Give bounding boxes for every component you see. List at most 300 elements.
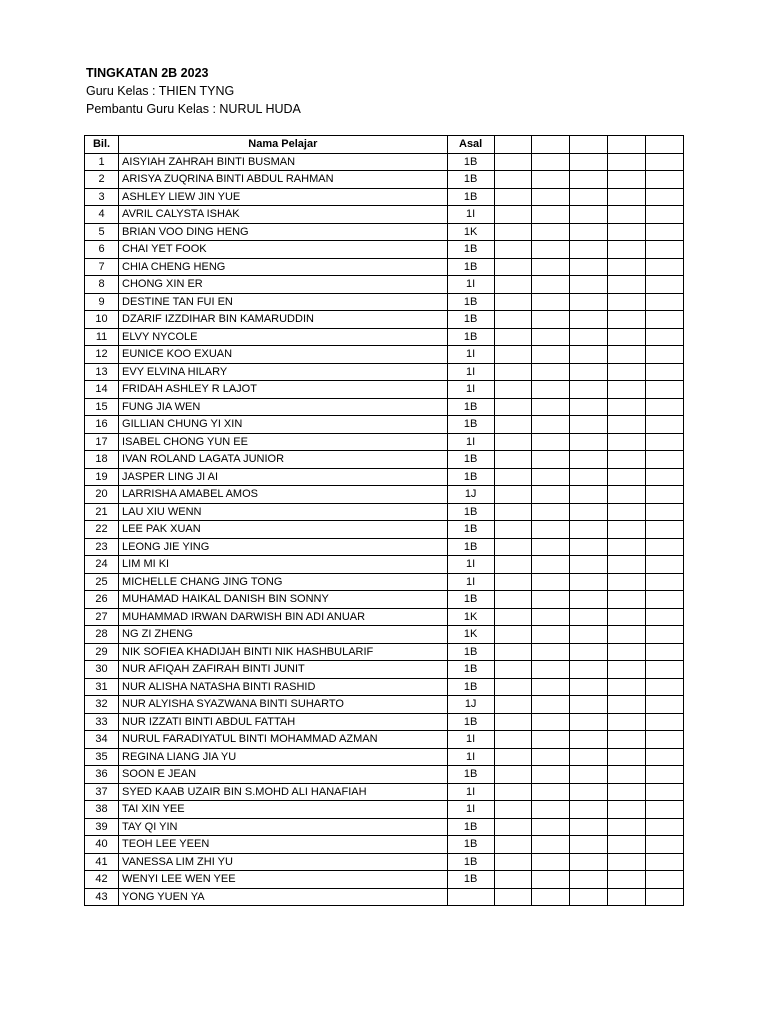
student-name: NUR IZZATI BINTI ABDUL FATTAH [119,713,448,731]
student-name: WENYI LEE WEN YEE [119,871,448,889]
blank-cell [494,818,531,836]
blank-cell [531,608,569,626]
blank-cell [607,783,645,801]
blank-cell [645,801,683,819]
blank-cell [531,836,569,854]
blank-cell [569,311,607,329]
student-origin-class: 1B [447,521,494,539]
row-number: 29 [85,643,119,661]
blank-cell [531,398,569,416]
table-row [85,188,684,206]
table-row [85,346,684,364]
blank-cell [531,241,569,259]
row-number: 40 [85,836,119,854]
student-name: JASPER LING JI AI [119,468,448,486]
table-row [85,503,684,521]
blank-cell [569,643,607,661]
header-nama-pelajar: Nama Pelajar [119,136,448,154]
blank-cell [607,713,645,731]
blank-cell [645,661,683,679]
blank-cell [607,871,645,889]
blank-cell [531,153,569,171]
blank-cell [494,626,531,644]
student-origin-class: 1I [447,573,494,591]
row-number: 22 [85,521,119,539]
blank-cell [645,538,683,556]
blank-cell [607,836,645,854]
blank-cell [569,538,607,556]
blank-cell [645,398,683,416]
blank-cell [645,276,683,294]
blank-cell [607,171,645,189]
student-origin-class: 1B [447,188,494,206]
pembantu-guru-kelas-line: Pembantu Guru Kelas : NURUL HUDA [86,102,301,116]
blank-cell [494,486,531,504]
student-origin-class: 1I [447,346,494,364]
student-origin-class: 1B [447,713,494,731]
blank-cell [569,766,607,784]
table-row [85,241,684,259]
header-blank-cell [494,136,531,154]
table-row [85,643,684,661]
student-name: TEOH LEE YEEN [119,836,448,854]
row-number: 24 [85,556,119,574]
blank-cell [569,748,607,766]
student-origin-class: 1B [447,153,494,171]
row-number: 42 [85,871,119,889]
blank-cell [569,363,607,381]
student-name: REGINA LIANG JIA YU [119,748,448,766]
student-name: LEE PAK XUAN [119,521,448,539]
blank-cell [645,468,683,486]
blank-cell [569,398,607,416]
blank-cell [531,661,569,679]
row-number: 18 [85,451,119,469]
blank-cell [645,503,683,521]
row-number: 14 [85,381,119,399]
blank-cell [494,503,531,521]
blank-cell [531,276,569,294]
student-origin-class: 1I [447,363,494,381]
student-origin-class: 1B [447,171,494,189]
table-row [85,573,684,591]
blank-cell [494,171,531,189]
row-number: 34 [85,731,119,749]
page-header [86,64,301,118]
blank-cell [494,591,531,609]
blank-cell [607,363,645,381]
blank-cell [494,311,531,329]
blank-cell [607,293,645,311]
table-row [85,853,684,871]
student-origin-class: 1B [447,503,494,521]
blank-cell [494,608,531,626]
blank-cell [531,731,569,749]
blank-cell [494,293,531,311]
blank-cell [531,258,569,276]
blank-cell [645,171,683,189]
blank-cell [645,416,683,434]
row-number: 26 [85,591,119,609]
table-body [85,153,684,906]
blank-cell [531,311,569,329]
blank-cell [531,538,569,556]
table-row [85,451,684,469]
student-name: ISABEL CHONG YUN EE [119,433,448,451]
row-number: 12 [85,346,119,364]
student-origin-class: 1K [447,223,494,241]
header-bil: Bil. [85,136,119,154]
row-number: 16 [85,416,119,434]
blank-cell [494,468,531,486]
blank-cell [531,293,569,311]
row-number: 13 [85,363,119,381]
table-row [85,626,684,644]
blank-cell [531,503,569,521]
table-row [85,328,684,346]
blank-cell [494,696,531,714]
student-name: AISYIAH ZAHRAH BINTI BUSMAN [119,153,448,171]
blank-cell [531,748,569,766]
blank-cell [645,678,683,696]
blank-cell [645,293,683,311]
blank-cell [569,661,607,679]
student-origin-class: 1B [447,538,494,556]
student-origin-class: 1B [447,871,494,889]
blank-cell [494,416,531,434]
student-name: TAY QI YIN [119,818,448,836]
table-row [85,678,684,696]
student-name: CHIA CHENG HENG [119,258,448,276]
student-origin-class: 1I [447,276,494,294]
blank-cell [607,328,645,346]
table-row [85,363,684,381]
blank-cell [607,346,645,364]
blank-cell [531,433,569,451]
row-number: 30 [85,661,119,679]
student-origin-class: 1B [447,853,494,871]
blank-cell [531,871,569,889]
blank-cell [569,276,607,294]
student-origin-class: 1J [447,486,494,504]
row-number: 32 [85,696,119,714]
student-origin-class: 1B [447,328,494,346]
blank-cell [645,451,683,469]
blank-cell [569,416,607,434]
table-row [85,206,684,224]
blank-cell [569,608,607,626]
student-origin-class: 1B [447,293,494,311]
blank-cell [607,888,645,906]
table-row [85,416,684,434]
student-origin-class [447,888,494,906]
blank-cell [645,713,683,731]
blank-cell [645,363,683,381]
table-row [85,783,684,801]
blank-cell [494,153,531,171]
blank-cell [531,188,569,206]
blank-cell [569,241,607,259]
blank-cell [569,486,607,504]
table-row [85,258,684,276]
student-name: ASHLEY LIEW JIN YUE [119,188,448,206]
blank-cell [645,556,683,574]
table-row [85,748,684,766]
blank-cell [645,608,683,626]
table-row [85,311,684,329]
blank-cell [569,381,607,399]
blank-cell [607,643,645,661]
blank-cell [531,521,569,539]
blank-cell [494,713,531,731]
blank-cell [569,731,607,749]
student-origin-class: 1B [447,398,494,416]
table-row [85,766,684,784]
blank-cell [607,748,645,766]
blank-cell [531,591,569,609]
blank-cell [645,591,683,609]
student-origin-class: 1I [447,556,494,574]
student-origin-class: 1B [447,468,494,486]
blank-cell [645,433,683,451]
student-origin-class: 1B [447,416,494,434]
student-origin-class: 1I [447,381,494,399]
header-blank-cell [645,136,683,154]
row-number: 3 [85,188,119,206]
blank-cell [494,538,531,556]
student-origin-class: 1B [447,836,494,854]
student-name: NG ZI ZHENG [119,626,448,644]
blank-cell [569,468,607,486]
table-row [85,468,684,486]
guru-kelas-line: Guru Kelas : THIEN TYNG [86,84,235,98]
row-number: 1 [85,153,119,171]
blank-cell [569,293,607,311]
blank-cell [607,486,645,504]
student-name: NUR ALYISHA SYAZWANA BINTI SUHARTO [119,696,448,714]
blank-cell [607,661,645,679]
table-row [85,836,684,854]
row-number: 27 [85,608,119,626]
blank-cell [569,888,607,906]
blank-cell [569,818,607,836]
blank-cell [607,381,645,399]
blank-cell [531,766,569,784]
row-number: 21 [85,503,119,521]
blank-cell [607,521,645,539]
row-number: 11 [85,328,119,346]
student-name: FRIDAH ASHLEY R LAJOT [119,381,448,399]
blank-cell [569,153,607,171]
blank-cell [569,801,607,819]
row-number: 37 [85,783,119,801]
table-row [85,538,684,556]
student-name: MUHAMAD HAIKAL DANISH BIN SONNY [119,591,448,609]
student-name: LIM MI KI [119,556,448,574]
blank-cell [645,783,683,801]
blank-cell [607,223,645,241]
blank-cell [569,713,607,731]
table-row [85,871,684,889]
student-name: BRIAN VOO DING HENG [119,223,448,241]
row-number: 25 [85,573,119,591]
blank-cell [494,643,531,661]
student-origin-class: 1K [447,626,494,644]
blank-cell [607,696,645,714]
blank-cell [494,346,531,364]
student-origin-class: 1I [447,433,494,451]
blank-cell [494,223,531,241]
table-row [85,276,684,294]
blank-cell [494,556,531,574]
student-origin-class: 1B [447,643,494,661]
blank-cell [645,626,683,644]
blank-cell [569,521,607,539]
row-number: 41 [85,853,119,871]
blank-cell [607,153,645,171]
student-name: NIK SOFIEA KHADIJAH BINTI NIK HASHBULARIF [119,643,448,661]
blank-cell [531,696,569,714]
table-row [85,521,684,539]
student-name: MICHELLE CHANG JING TONG [119,573,448,591]
blank-cell [569,328,607,346]
blank-cell [645,153,683,171]
row-number: 17 [85,433,119,451]
table-row [85,153,684,171]
student-origin-class: 1I [447,748,494,766]
table-row [85,801,684,819]
blank-cell [645,871,683,889]
blank-cell [494,381,531,399]
blank-cell [645,241,683,259]
blank-cell [569,591,607,609]
blank-cell [645,206,683,224]
header-asal: Asal [447,136,494,154]
blank-cell [607,818,645,836]
table-row [85,556,684,574]
blank-cell [531,206,569,224]
student-name: NUR ALISHA NATASHA BINTI RASHID [119,678,448,696]
blank-cell [531,171,569,189]
student-name: GILLIAN CHUNG YI XIN [119,416,448,434]
blank-cell [531,556,569,574]
blank-cell [607,626,645,644]
student-origin-class: 1B [447,678,494,696]
blank-cell [494,451,531,469]
blank-cell [531,486,569,504]
blank-cell [494,433,531,451]
student-name: LAU XIU WENN [119,503,448,521]
blank-cell [569,556,607,574]
student-origin-class: 1B [447,818,494,836]
row-number: 7 [85,258,119,276]
blank-cell [569,573,607,591]
row-number: 2 [85,171,119,189]
blank-cell [494,766,531,784]
blank-cell [494,328,531,346]
table-row [85,223,684,241]
blank-cell [645,223,683,241]
blank-cell [607,801,645,819]
student-name: SYED KAAB UZAIR BIN S.MOHD ALI HANAFIAH [119,783,448,801]
blank-cell [531,783,569,801]
blank-cell [531,853,569,871]
blank-cell [494,836,531,854]
blank-cell [607,766,645,784]
blank-cell [494,801,531,819]
student-name: EVY ELVINA HILARY [119,363,448,381]
student-name: MUHAMMAD IRWAN DARWISH BIN ADI ANUAR [119,608,448,626]
blank-cell [569,853,607,871]
blank-cell [531,381,569,399]
table-header-row [85,136,684,154]
table-row [85,818,684,836]
student-name: YONG YUEN YA [119,888,448,906]
student-name: LEONG JIE YING [119,538,448,556]
row-number: 36 [85,766,119,784]
blank-cell [607,591,645,609]
blank-cell [645,381,683,399]
blank-cell [494,521,531,539]
blank-cell [645,696,683,714]
blank-cell [531,328,569,346]
table-row [85,661,684,679]
blank-cell [607,678,645,696]
blank-cell [607,433,645,451]
student-name: IVAN ROLAND LAGATA JUNIOR [119,451,448,469]
student-origin-class: 1K [447,608,494,626]
blank-cell [607,573,645,591]
student-origin-class: 1B [447,451,494,469]
blank-cell [607,503,645,521]
student-name: CHAI YET FOOK [119,241,448,259]
student-origin-class: 1B [447,311,494,329]
row-number: 35 [85,748,119,766]
student-name: TAI XIN YEE [119,801,448,819]
row-number: 20 [85,486,119,504]
student-origin-class: 1J [447,696,494,714]
header-blank-cell [569,136,607,154]
row-number: 28 [85,626,119,644]
row-number: 38 [85,801,119,819]
blank-cell [494,731,531,749]
blank-cell [531,346,569,364]
student-name: CHONG XIN ER [119,276,448,294]
row-number: 31 [85,678,119,696]
blank-cell [494,678,531,696]
table-row [85,171,684,189]
header-blank-cell [531,136,569,154]
blank-cell [645,853,683,871]
blank-cell [607,206,645,224]
blank-cell [645,643,683,661]
row-number: 5 [85,223,119,241]
student-origin-class: 1I [447,783,494,801]
blank-cell [569,696,607,714]
row-number: 9 [85,293,119,311]
blank-cell [531,888,569,906]
student-origin-class: 1B [447,591,494,609]
blank-cell [607,538,645,556]
blank-cell [607,311,645,329]
blank-cell [494,853,531,871]
row-number: 23 [85,538,119,556]
blank-cell [494,871,531,889]
student-name: SOON E JEAN [119,766,448,784]
blank-cell [607,188,645,206]
blank-cell [531,801,569,819]
blank-cell [531,451,569,469]
